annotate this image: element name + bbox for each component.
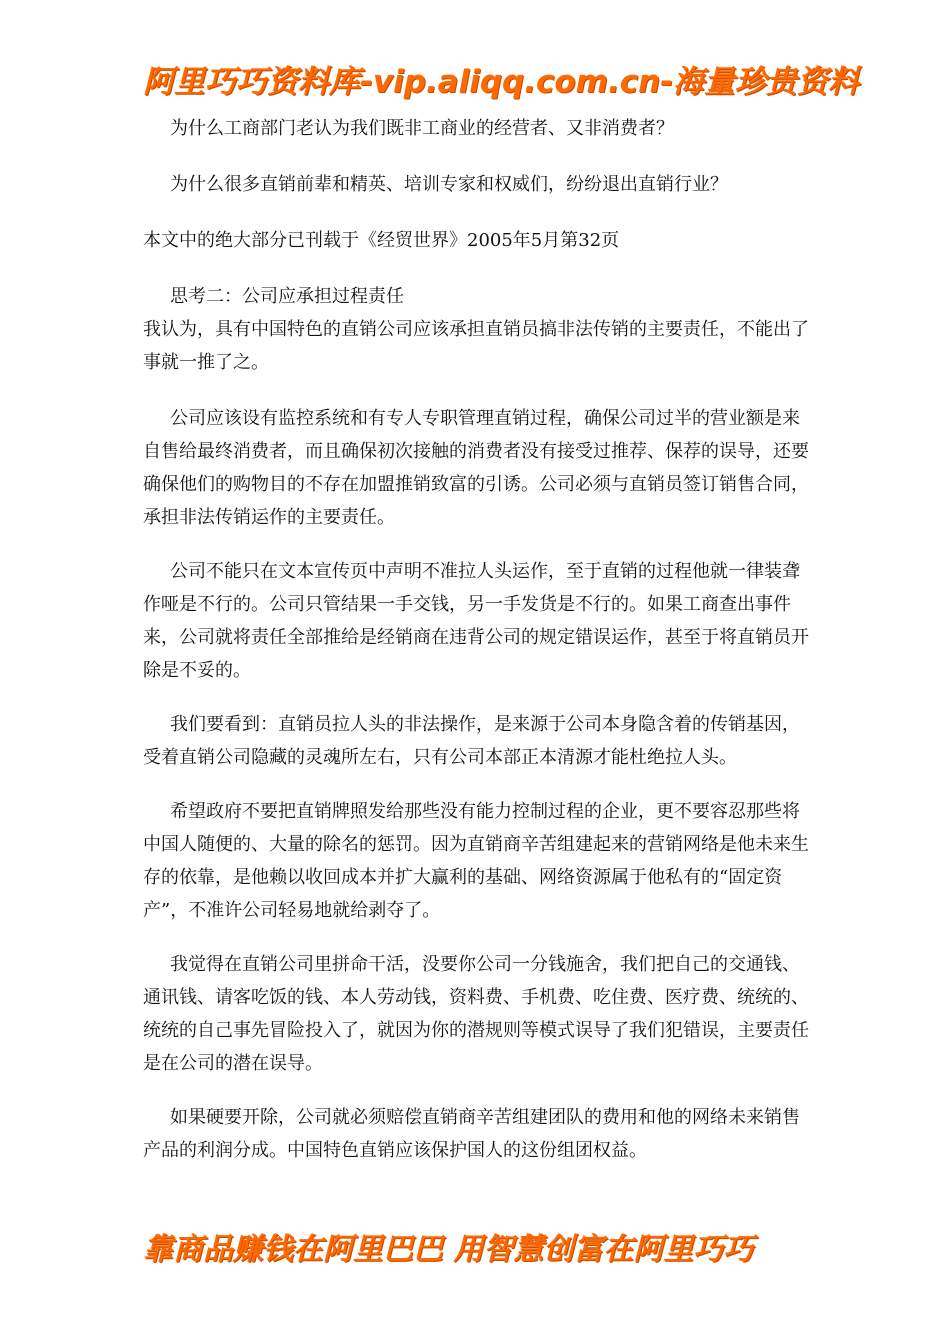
paragraph: 我认为，具有中国特色的直销公司应该承担直销员搞非法传销的主要责任，不能出了事就一推了之。 (143, 319, 809, 373)
paragraph: 如果硬要开除，公司就必须赔偿直销商辛苦组建团队的费用和他的网络未来销售产品的利润分成。中国特色直销应该保护国人的这份组团权益。 (143, 1107, 800, 1161)
paragraph: 希望政府不要把直销牌照发给那些没有能力控制过程的企业，更不要容忍那些将中国人随便的、大量的除名的惩罚。因为直销商辛苦组建起来的营销网络是他未来生存的依靠，是他赖以收回成本并扩大赢利的基础、网络资源属于他私有的“固定资产”，不准许公司轻易地就给剥夺了。 (143, 801, 809, 921)
paragraph-question-1: 为什么工商部门老认为我们既非工商业的经营者、又非消费者？ (170, 118, 674, 139)
header-banner: 阿里巧巧资料库-vip.aliqq.com.cn-海量珍贵资料 (143, 64, 860, 100)
paragraph-question-2: 为什么很多直销前辈和精英、培训专家和权威们，纷纷退出直销行业？ (170, 174, 728, 195)
paragraph: 公司应该设有监控系统和有专人专职管理直销过程，确保公司过半的营业额是来自售给最终消费者，而且确保初次接触的消费者没有接受过推荐、保荐的误导，还要确保他们的购物目的不存在加盟推销致富的引诱。公司必须与直销员签订销售合同，承担非法传销运作的主要责任。 (143, 408, 809, 528)
footer-banner: 靠商品赚钱在阿里巴巴 用智慧创富在阿里巧巧 (143, 1232, 754, 1267)
paragraph: 公司不能只在文本宣传页中声明不准拉人头运作，至于直销的过程他就一律装聋作哑是不行的。公司只管结果一手交钱，另一手发货是不行的。如果工商查出事件来，公司就将责任全部推给是经销商在违背公司的规定错误运作，甚至于将直销员开除是不妥的。 (143, 561, 809, 681)
paragraph-citation: 本文中的绝大部分已刊载于《经贸世界》2005年5月第32页 (143, 230, 620, 251)
paragraph: 我们要看到：直销员拉人头的非法操作，是来源于公司本身隐含着的传销基因，受着直销公司隐藏的灵魂所左右，只有公司本部正本清源才能杜绝拉人头。 (143, 714, 800, 768)
section-heading: 思考二：公司应承担过程责任 (170, 286, 404, 307)
paragraph: 我觉得在直销公司里拼命干活，没要你公司一分钱施舍，我们把自己的交通钱、通讯钱、请客吃饭的钱、本人劳动钱，资料费、手机费、吃住费、医疗费、统统的、统统的自己事先冒险投入了，就因为你的潜规则等模式误导了我们犯错误，主要责任是在公司的潜在误导。 (143, 954, 809, 1074)
article-body (143, 112, 813, 1167)
